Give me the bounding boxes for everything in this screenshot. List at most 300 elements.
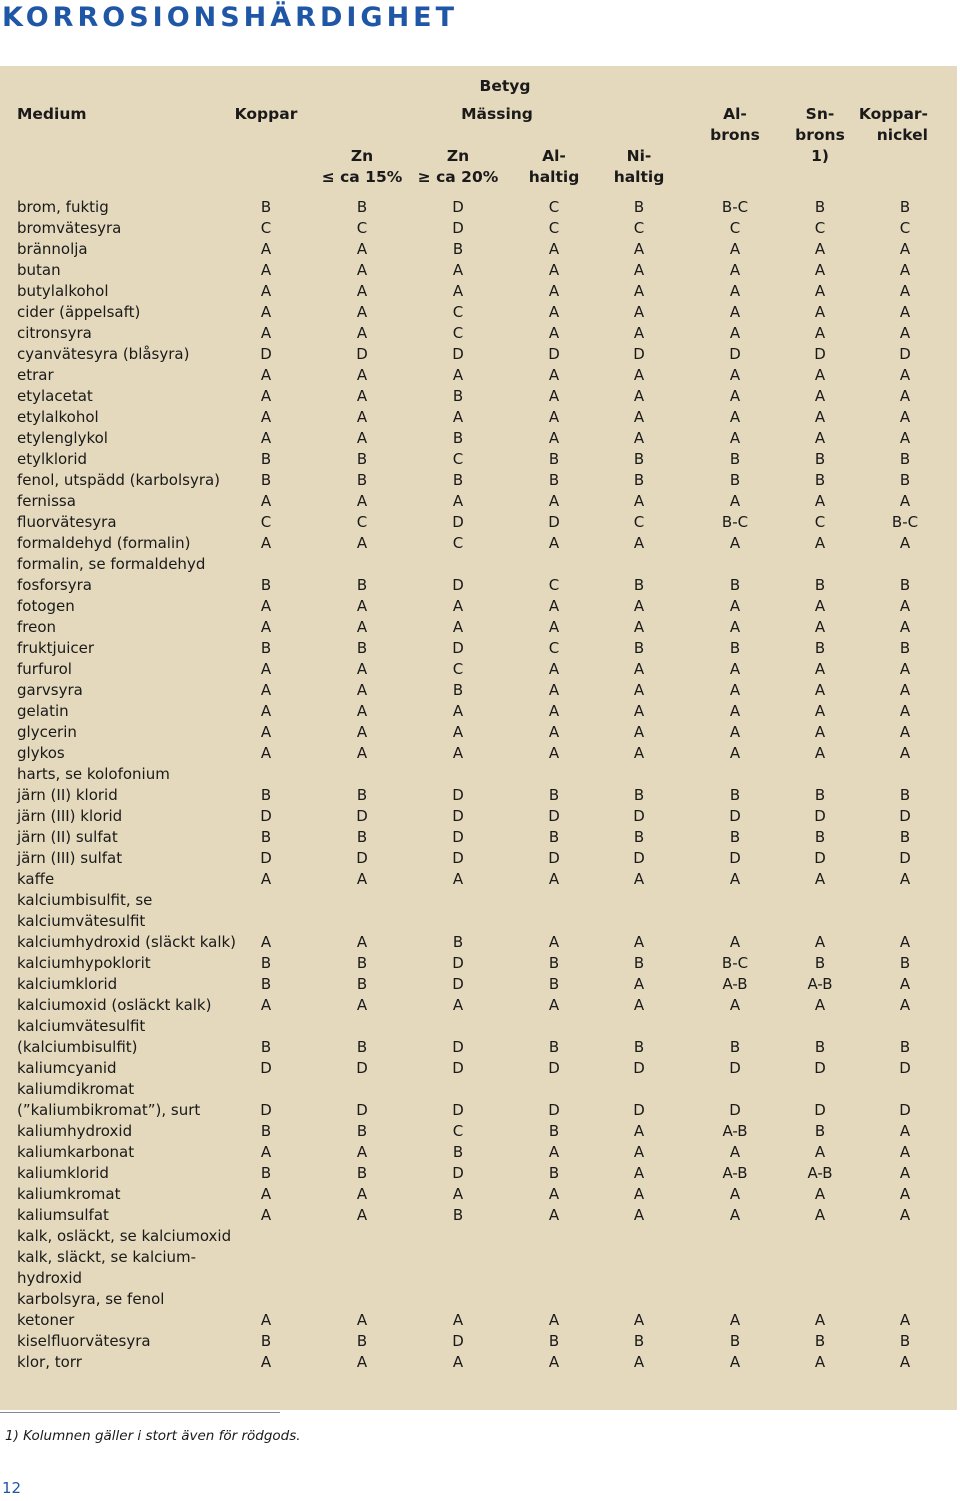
rating-cell: A xyxy=(633,240,645,258)
rating-cell: A xyxy=(633,1122,645,1140)
rating-cell: A xyxy=(260,240,272,258)
medium-name: freon xyxy=(17,618,57,636)
rating-cell: C xyxy=(452,303,464,321)
table-row xyxy=(0,1163,957,1184)
rating-cell: A xyxy=(729,387,741,405)
rating-cell: A xyxy=(729,324,741,342)
medium-name: kiselfluorvätesyra xyxy=(17,1332,151,1350)
rating-cell: A xyxy=(633,975,645,993)
header-zn-high: Zn ≥ ca 20% xyxy=(417,147,499,186)
medium-name: bromvätesyra xyxy=(17,219,122,237)
medium-name: järn (II) klorid xyxy=(17,786,118,804)
rating-cell: B xyxy=(356,1164,368,1182)
rating-cell: A xyxy=(356,429,368,447)
rating-cell: D xyxy=(452,975,464,993)
rating-cell: B xyxy=(356,450,368,468)
rating-cell: A xyxy=(633,492,645,510)
rating-cell: A xyxy=(899,681,911,699)
rating-cell: D xyxy=(633,807,645,825)
rating-cell: B xyxy=(260,828,272,846)
rating-cell: A xyxy=(260,723,272,741)
rating-cell: B xyxy=(633,954,645,972)
rating-cell: A xyxy=(899,1353,911,1371)
table-row xyxy=(0,1100,957,1121)
rating-cell: A xyxy=(899,870,911,888)
table-row xyxy=(0,1016,957,1037)
rating-cell: A xyxy=(260,324,272,342)
header-betyg: Betyg xyxy=(479,77,531,95)
rating-cell: A xyxy=(633,744,645,762)
rating-cell: D xyxy=(548,513,560,531)
rating-cell: A xyxy=(899,597,911,615)
medium-name: kalciumvätesulfit xyxy=(17,1017,146,1035)
rating-cell: B xyxy=(260,1164,272,1182)
header-kopparnickel: Koppar- nickel xyxy=(858,105,928,144)
rating-cell: B xyxy=(452,387,464,405)
rating-cell: A xyxy=(452,1311,464,1329)
rating-cell: B xyxy=(260,471,272,489)
rating-cell: A xyxy=(814,387,826,405)
rating-cell: D xyxy=(548,807,560,825)
rating-cell: D xyxy=(899,1101,911,1119)
rating-cell: A xyxy=(548,1143,560,1161)
rating-cell: A xyxy=(633,1143,645,1161)
rating-cell: A xyxy=(729,1143,741,1161)
rating-cell: B xyxy=(814,1122,826,1140)
rating-cell: B xyxy=(548,1332,560,1350)
rating-cell: A xyxy=(899,240,911,258)
rating-cell: B xyxy=(814,954,826,972)
rating-cell: D xyxy=(260,807,272,825)
table-row xyxy=(0,1184,957,1205)
rating-cell: B xyxy=(356,471,368,489)
rating-cell: A xyxy=(899,996,911,1014)
rating-cell: A-B xyxy=(807,975,833,993)
table-row xyxy=(0,827,957,848)
rating-cell: B xyxy=(452,429,464,447)
medium-name: kalciumvätesulfit xyxy=(17,912,146,930)
rating-cell: A xyxy=(633,282,645,300)
medium-name: formalin, se formaldehyd xyxy=(17,555,206,573)
table-row xyxy=(0,1331,957,1352)
rating-cell: A xyxy=(356,996,368,1014)
rating-cell: A xyxy=(729,702,741,720)
table-row xyxy=(0,953,957,974)
rating-cell: D xyxy=(260,849,272,867)
rating-cell: D xyxy=(729,849,741,867)
rating-cell: A xyxy=(548,429,560,447)
rating-cell: A xyxy=(729,429,741,447)
rating-cell: D xyxy=(633,849,645,867)
rating-cell: D xyxy=(633,1059,645,1077)
medium-name: (”kaliumbikromat”), surt xyxy=(17,1101,201,1119)
medium-name: cider (äppelsaft) xyxy=(17,303,141,321)
rating-cell: A xyxy=(548,1311,560,1329)
table-row xyxy=(0,470,957,491)
rating-cell: A xyxy=(633,618,645,636)
rating-cell: B xyxy=(356,975,368,993)
rating-cell: A xyxy=(633,681,645,699)
rating-cell: A xyxy=(729,681,741,699)
rating-cell: D xyxy=(814,1059,826,1077)
table-row xyxy=(0,533,957,554)
rating-cell: C xyxy=(452,1122,464,1140)
rating-cell: A xyxy=(356,387,368,405)
rating-cell: A xyxy=(899,282,911,300)
table-row xyxy=(0,869,957,890)
rating-cell: A xyxy=(356,408,368,426)
rating-cell: A xyxy=(814,933,826,951)
medium-name: harts, se kolofonium xyxy=(17,765,170,783)
table-row xyxy=(0,344,957,365)
rating-cell: A xyxy=(729,618,741,636)
rating-cell: A xyxy=(814,1353,826,1371)
rating-cell: A xyxy=(729,303,741,321)
rating-cell: C xyxy=(548,219,560,237)
rating-cell: A xyxy=(452,996,464,1014)
table-row xyxy=(0,911,957,932)
table-row xyxy=(0,638,957,659)
rating-cell: D xyxy=(452,1164,464,1182)
rating-cell: A xyxy=(729,996,741,1014)
rating-cell: B xyxy=(548,786,560,804)
medium-name: brom, fuktig xyxy=(17,198,109,216)
medium-name: butan xyxy=(17,261,61,279)
rating-cell: A xyxy=(260,933,272,951)
rating-cell: D xyxy=(814,345,826,363)
medium-name: kaffe xyxy=(17,870,55,888)
rating-cell: D xyxy=(548,1101,560,1119)
rating-cell: B xyxy=(260,639,272,657)
rating-cell: A xyxy=(356,1185,368,1203)
rating-cell: A xyxy=(729,282,741,300)
rating-cell: A xyxy=(633,933,645,951)
rating-cell: A xyxy=(260,996,272,1014)
rating-cell: D xyxy=(356,849,368,867)
rating-cell: A xyxy=(260,597,272,615)
table-row xyxy=(0,575,957,596)
rating-cell: A xyxy=(548,933,560,951)
rating-cell: A xyxy=(729,933,741,951)
rating-cell: B xyxy=(814,576,826,594)
table-row xyxy=(0,407,957,428)
table-row xyxy=(0,1268,957,1289)
rating-cell: A xyxy=(260,1353,272,1371)
rating-cell: A-B xyxy=(807,1164,833,1182)
rating-cell: A xyxy=(356,366,368,384)
rating-cell: D xyxy=(899,345,911,363)
medium-name: kaliumklorid xyxy=(17,1164,109,1182)
rating-cell: B xyxy=(356,1122,368,1140)
rating-cell: B xyxy=(356,576,368,594)
rating-cell: B xyxy=(899,954,911,972)
rating-cell: B xyxy=(260,975,272,993)
rating-cell: A xyxy=(260,870,272,888)
rating-cell: A xyxy=(548,366,560,384)
table-row xyxy=(0,365,957,386)
table-row xyxy=(0,974,957,995)
rating-cell: A xyxy=(729,1185,741,1203)
table-row xyxy=(0,785,957,806)
rating-cell: D xyxy=(452,198,464,216)
rating-cell: A xyxy=(260,744,272,762)
rating-cell: C xyxy=(814,219,826,237)
rating-cell: A xyxy=(452,492,464,510)
rating-cell: A xyxy=(729,1353,741,1371)
rating-cell: A xyxy=(548,387,560,405)
rating-cell: D xyxy=(260,1101,272,1119)
rating-cell: C xyxy=(548,198,560,216)
rating-cell: D xyxy=(452,1059,464,1077)
medium-name: kaliumsulfat xyxy=(17,1206,109,1224)
table-row xyxy=(0,239,957,260)
medium-name: järn (III) klorid xyxy=(17,807,123,825)
rating-cell: B xyxy=(899,471,911,489)
medium-name: glycerin xyxy=(17,723,77,741)
rating-cell: C xyxy=(356,219,368,237)
rating-cell: A xyxy=(899,261,911,279)
medium-name: etylklorid xyxy=(17,450,88,468)
medium-name: etylacetat xyxy=(17,387,93,405)
rating-cell: A xyxy=(633,534,645,552)
table-row xyxy=(0,1247,957,1268)
rating-cell: A xyxy=(899,303,911,321)
rating-cell: A xyxy=(548,996,560,1014)
rating-cell: D xyxy=(452,849,464,867)
table-row xyxy=(0,764,957,785)
medium-name: cyanvätesyra (blåsyra) xyxy=(17,345,190,363)
rating-cell: A xyxy=(633,870,645,888)
rating-cell: A xyxy=(899,366,911,384)
rating-cell: D xyxy=(729,807,741,825)
rating-cell: D xyxy=(548,345,560,363)
rating-cell: A xyxy=(548,282,560,300)
medium-name: karbolsyra, se fenol xyxy=(17,1290,165,1308)
rating-cell: A xyxy=(814,870,826,888)
rating-cell: A xyxy=(356,1206,368,1224)
rating-cell: B xyxy=(814,786,826,804)
rating-cell: B xyxy=(633,471,645,489)
rating-cell: B xyxy=(729,1332,741,1350)
rating-cell: D xyxy=(899,807,911,825)
rating-cell: B xyxy=(260,198,272,216)
rating-cell: A xyxy=(899,618,911,636)
medium-name: glykos xyxy=(17,744,65,762)
header-albrons: Al- brons xyxy=(710,105,760,144)
medium-name: hydroxid xyxy=(17,1269,83,1287)
rating-cell: A xyxy=(814,240,826,258)
rating-cell: A xyxy=(814,1206,826,1224)
rating-cell: A xyxy=(356,1311,368,1329)
table-row xyxy=(0,1226,957,1247)
medium-name: fosforsyra xyxy=(17,576,92,594)
rating-cell: B xyxy=(548,954,560,972)
rating-cell: A xyxy=(260,387,272,405)
table-row xyxy=(0,512,957,533)
medium-name: kalk, osläckt, se kalciumoxid xyxy=(17,1227,232,1245)
rating-cell: B xyxy=(899,198,911,216)
rating-cell: B xyxy=(548,1122,560,1140)
rating-cell: A xyxy=(633,429,645,447)
rating-cell: A xyxy=(548,870,560,888)
rating-cell: B xyxy=(899,1332,911,1350)
rating-cell: A xyxy=(356,660,368,678)
rating-cell: B xyxy=(452,1206,464,1224)
rating-cell: D xyxy=(452,576,464,594)
rating-cell: A xyxy=(633,303,645,321)
rating-cell: A xyxy=(548,303,560,321)
rating-cell: A xyxy=(814,261,826,279)
footnote-divider xyxy=(0,1412,280,1413)
medium-name: gelatin xyxy=(17,702,69,720)
rating-cell: A xyxy=(260,366,272,384)
header-massing: Mässing xyxy=(461,105,533,123)
rating-cell: B xyxy=(633,198,645,216)
rating-cell: A xyxy=(814,408,826,426)
rating-cell: C xyxy=(452,324,464,342)
rating-cell: A xyxy=(729,597,741,615)
rating-cell: A xyxy=(633,366,645,384)
table-row xyxy=(0,932,957,953)
rating-cell: A xyxy=(356,282,368,300)
medium-name: kaliumhydroxid xyxy=(17,1122,133,1140)
rating-cell: A xyxy=(899,387,911,405)
rating-cell: A xyxy=(814,597,826,615)
rating-cell: B xyxy=(452,1143,464,1161)
rating-cell: D xyxy=(633,345,645,363)
rating-cell: C xyxy=(452,660,464,678)
rating-cell: A xyxy=(356,702,368,720)
rating-cell: A xyxy=(899,1143,911,1161)
rating-cell: A xyxy=(356,723,368,741)
rating-cell: A xyxy=(260,1143,272,1161)
rating-cell: A xyxy=(452,1353,464,1371)
rating-cell: A xyxy=(548,618,560,636)
rating-cell: A xyxy=(899,534,911,552)
rating-cell: A xyxy=(814,429,826,447)
rating-cell: A-B xyxy=(722,1164,748,1182)
table-row xyxy=(0,449,957,470)
rating-cell: A xyxy=(548,702,560,720)
rating-cell: B xyxy=(899,639,911,657)
rating-cell: A xyxy=(260,429,272,447)
medium-name: furfurol xyxy=(17,660,72,678)
table-row xyxy=(0,680,957,701)
medium-name: butylalkohol xyxy=(17,282,109,300)
table-row xyxy=(0,302,957,323)
header-snbrons: Sn- brons 1) xyxy=(795,105,845,165)
rating-cell: A xyxy=(729,870,741,888)
medium-name: fenol, utspädd (karbolsyra) xyxy=(17,471,221,489)
rating-cell: A xyxy=(633,1164,645,1182)
rating-cell: B xyxy=(899,828,911,846)
rating-cell: A xyxy=(899,492,911,510)
rating-cell: A xyxy=(899,975,911,993)
rating-cell: B xyxy=(260,954,272,972)
rating-cell: B xyxy=(729,450,741,468)
rating-cell: A xyxy=(356,870,368,888)
rating-cell: B xyxy=(356,954,368,972)
rating-cell: A xyxy=(899,1122,911,1140)
rating-cell: B xyxy=(814,639,826,657)
rating-cell: C xyxy=(633,513,645,531)
rating-cell: A xyxy=(452,1185,464,1203)
table-row xyxy=(0,659,957,680)
rating-cell: A xyxy=(260,1185,272,1203)
rating-cell: A xyxy=(548,240,560,258)
rating-cell: B xyxy=(356,1038,368,1056)
rating-cell: D xyxy=(814,807,826,825)
rating-cell: A xyxy=(633,597,645,615)
rating-cell: C xyxy=(356,513,368,531)
rating-cell: A xyxy=(260,303,272,321)
table-row xyxy=(0,1121,957,1142)
rating-cell: A xyxy=(548,534,560,552)
rating-cell: A xyxy=(452,282,464,300)
rating-cell: A xyxy=(633,702,645,720)
rating-cell: A-B xyxy=(722,975,748,993)
medium-name: fruktjuicer xyxy=(17,639,95,657)
rating-cell: C xyxy=(452,450,464,468)
table-row xyxy=(0,281,957,302)
table-row xyxy=(0,1310,957,1331)
rating-cell: B xyxy=(633,786,645,804)
rating-cell: B xyxy=(729,576,741,594)
medium-name: kaliumkromat xyxy=(17,1185,121,1203)
rating-cell: B xyxy=(548,975,560,993)
rating-cell: A xyxy=(814,492,826,510)
medium-name: fernissa xyxy=(17,492,76,510)
rating-cell: D xyxy=(356,807,368,825)
table-row xyxy=(0,554,957,575)
rating-cell: A xyxy=(260,618,272,636)
rating-cell: B xyxy=(899,1038,911,1056)
rating-cell: A xyxy=(452,261,464,279)
table-row xyxy=(0,1142,957,1163)
rating-cell: B xyxy=(260,1332,272,1350)
rating-cell: B xyxy=(814,471,826,489)
rating-cell: A xyxy=(260,660,272,678)
rating-cell: D xyxy=(452,1332,464,1350)
rating-cell: A xyxy=(452,408,464,426)
rating-cell: A xyxy=(729,261,741,279)
table-row xyxy=(0,806,957,827)
rating-cell: A xyxy=(356,303,368,321)
rating-cell: A xyxy=(729,660,741,678)
medium-name: klor, torr xyxy=(17,1353,82,1371)
table-row xyxy=(0,1205,957,1226)
rating-cell: A xyxy=(814,1185,826,1203)
rating-cell: B xyxy=(729,639,741,657)
header-ni-haltig: Ni- haltig xyxy=(613,147,665,186)
medium-name: kalciumbisulfit, se xyxy=(17,891,153,909)
rating-cell: A xyxy=(356,618,368,636)
rating-cell: D xyxy=(452,1101,464,1119)
table-row xyxy=(0,1352,957,1373)
rating-cell: A xyxy=(814,744,826,762)
rating-cell: C xyxy=(814,513,826,531)
rating-cell: D xyxy=(452,345,464,363)
rating-cell: A xyxy=(260,1311,272,1329)
rating-cell: D xyxy=(356,1101,368,1119)
medium-name: etylenglykol xyxy=(17,429,108,447)
medium-name: etrar xyxy=(17,366,54,384)
rating-cell: D xyxy=(452,219,464,237)
medium-name: etylalkohol xyxy=(17,408,99,426)
rating-cell: B xyxy=(452,933,464,951)
header-al-haltig: Al- haltig xyxy=(528,147,580,186)
rating-cell: B xyxy=(452,471,464,489)
